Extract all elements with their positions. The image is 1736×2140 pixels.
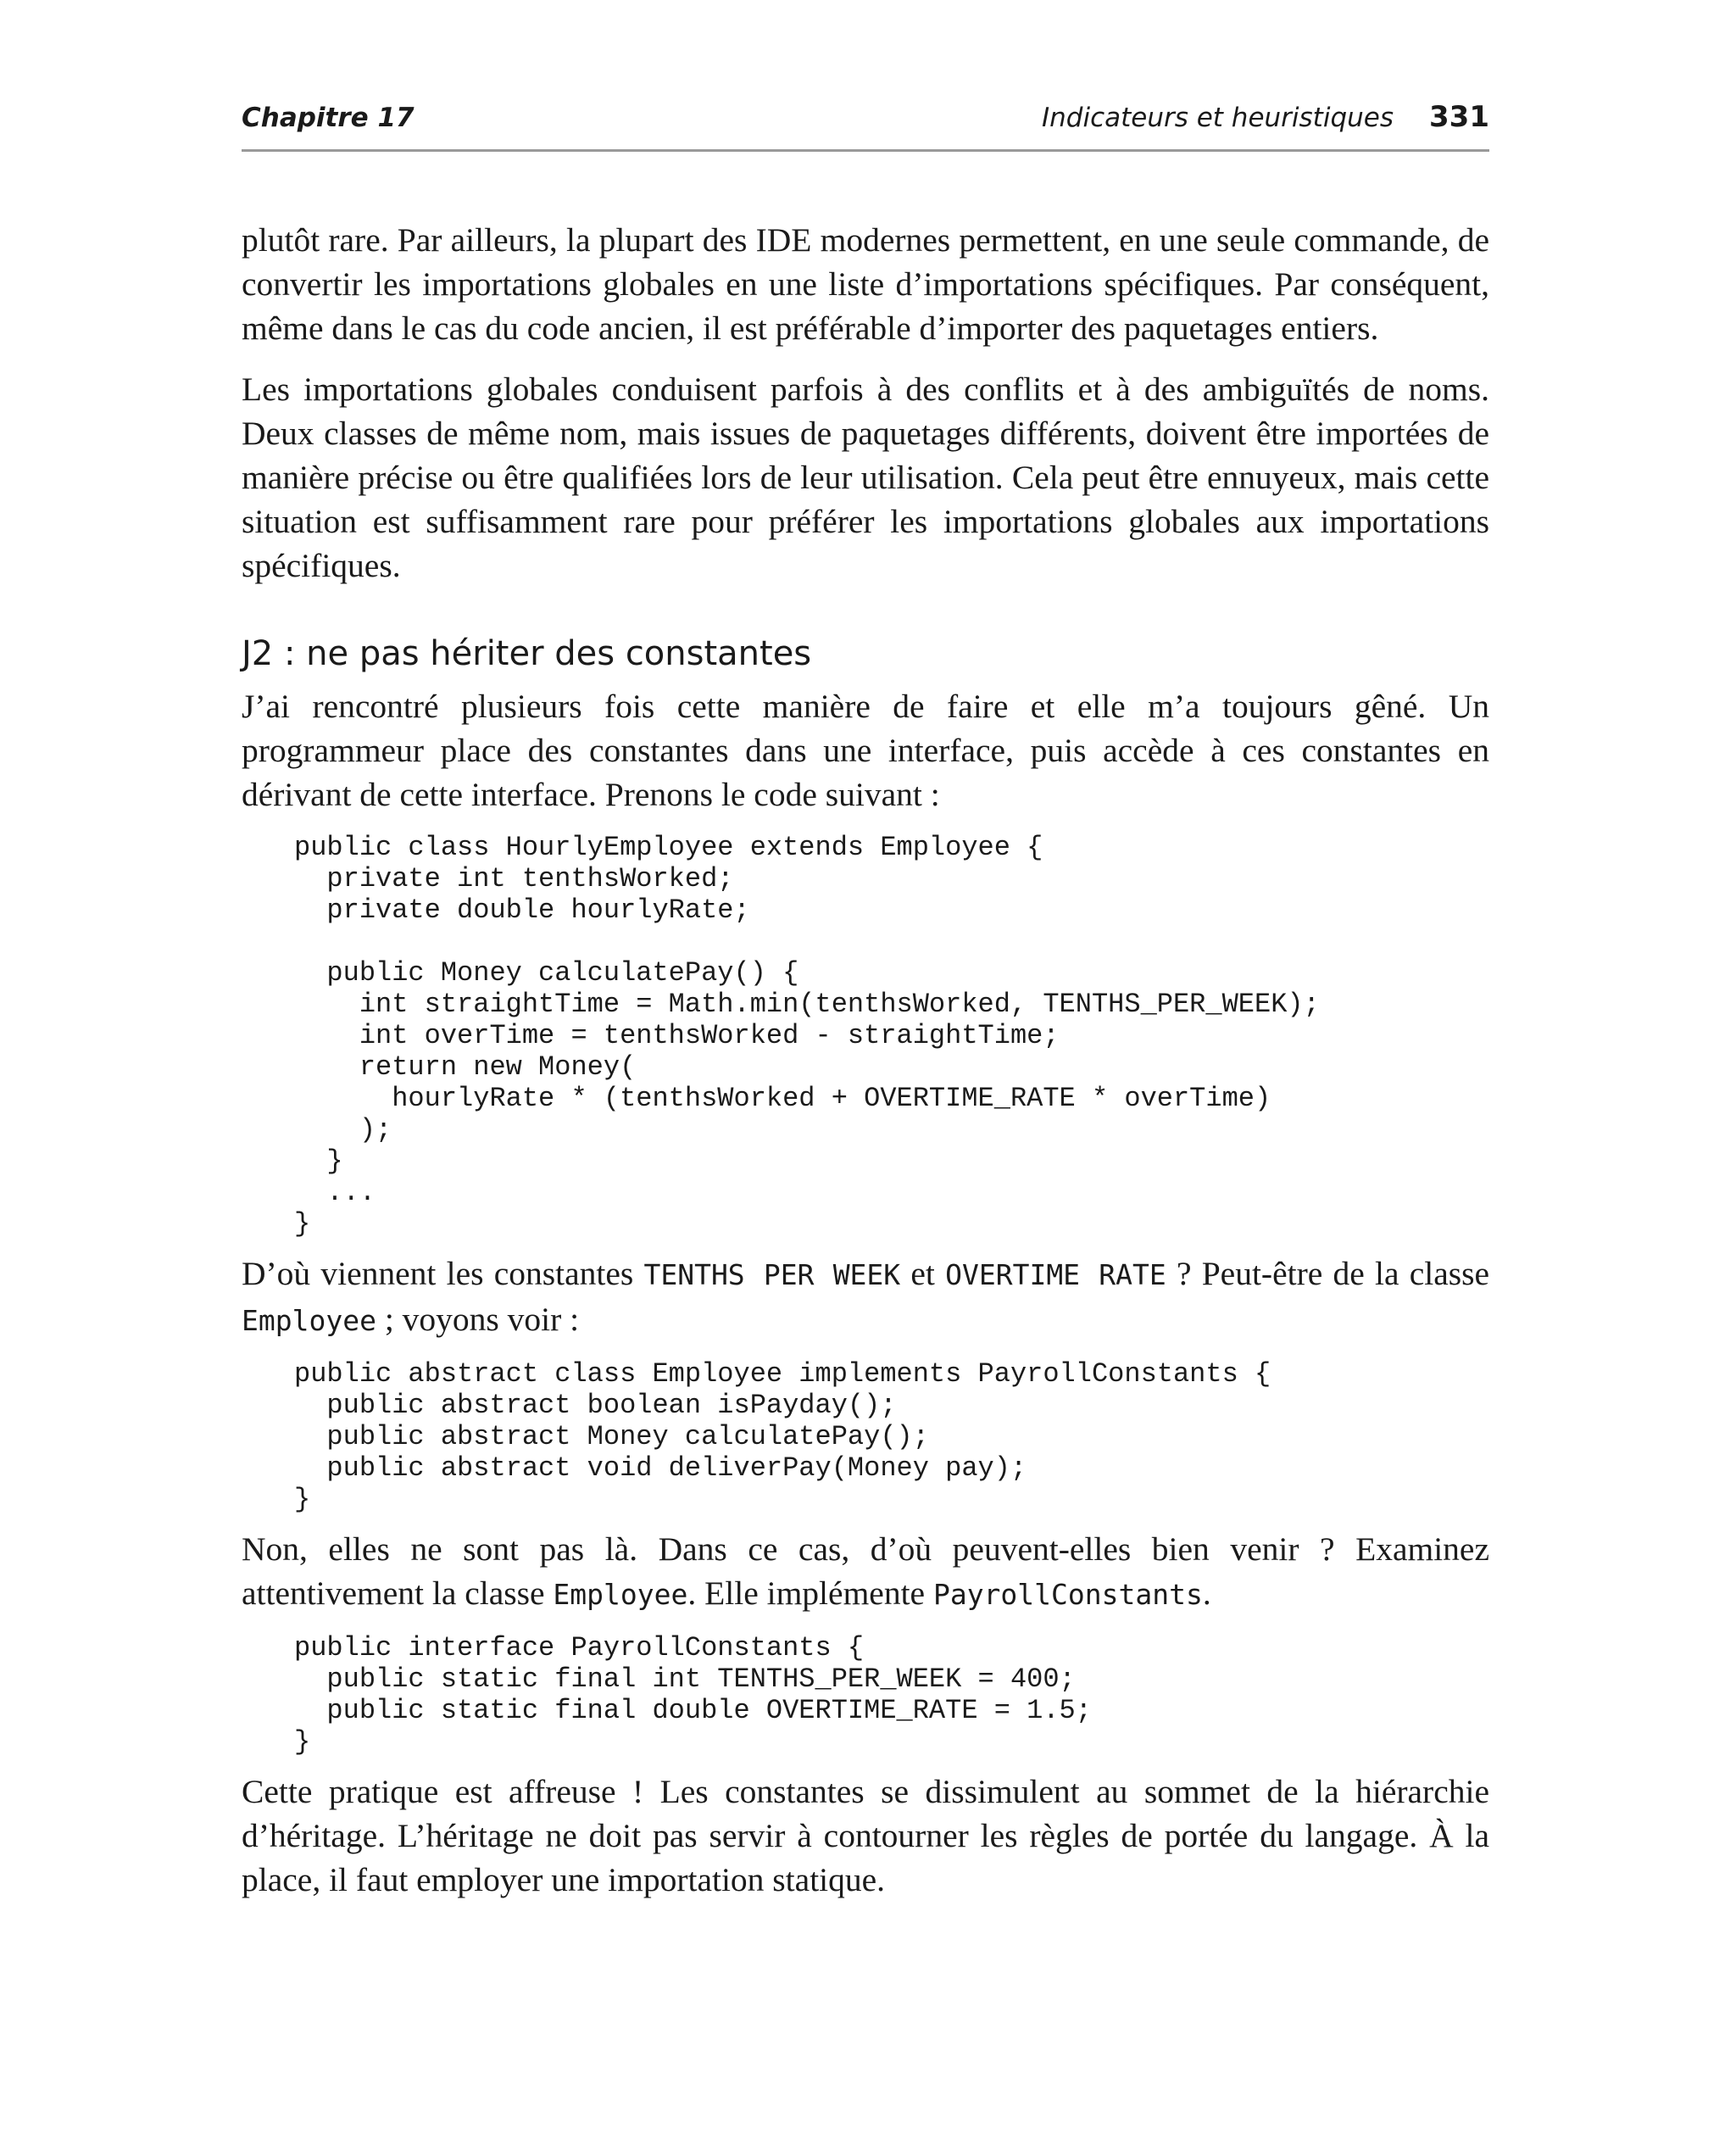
paragraph-5 [242, 1527, 1489, 1617]
section-heading: J2 : ne pas hériter des constantes [242, 634, 812, 673]
paragraph-4 [242, 1251, 1489, 1343]
paragraph-1: plutôt rare. Par ailleurs, la plupart des IDE modernes permettent, en une seule commande, de convertir les importations globales en une liste d’importations spécifiques. Par conséquent, même dans le cas du code ancien, il est préférable d’importer des paquetages entiers. [242, 221, 1489, 347]
running-header [242, 100, 1489, 139]
inline-code-employee: Employee [553, 1578, 688, 1611]
inline-code-employee: Employee [242, 1304, 376, 1337]
page-number: 331 [1429, 100, 1489, 134]
paragraph-4-text-a: D’où viennent les constantes [242, 1255, 644, 1292]
paragraph-5-text-b: . Elle implémente [687, 1574, 933, 1612]
paragraph-5-text-c: . [1202, 1574, 1211, 1612]
paragraph-4-text-b: et [900, 1255, 946, 1292]
header-rule [242, 149, 1489, 152]
paragraph-6: Cette pratique est affreuse ! Les constantes se dissimulent au sommet de la hiérarchie d’héritage. L’héritage ne doit pas servir à contourner les règles de portée du langage. À la place, il faut employer une importation statique. [242, 1773, 1489, 1898]
inline-code-payroll-constants: PayrollConstants [932, 1578, 1203, 1611]
page-body [242, 218, 1489, 1902]
inline-code-tenths-per-week: TENTHS PER WEEK [643, 1258, 901, 1291]
paragraph-4-text-c: ? Peut-être de la classe [1166, 1255, 1490, 1292]
paragraph-4-text-d: ; voyons voir : [376, 1301, 580, 1338]
section-title: Indicateurs et heuristiques [1041, 103, 1394, 133]
code-block-hourly-employee: public class HourlyEmployee extends Employee { private int tenthsWorked; private double hourlyRate; public Money calculatePay() { int straightTime = Math.min(tenthsWorked, TENTHS_PER_WEEK); int overTime = tenthsWorked - straightTime; return new Money( hourlyRate * (tenthsWorked + OVERTIME_RATE * overTime) ); } ... } [294, 832, 1320, 1240]
header-right [1042, 100, 1489, 134]
paragraph-3: J’ai rencontré plusieurs fois cette manière de faire et elle m’a toujours gêné. Un programmeur place des constantes dans une interface, puis accède à ces constantes en dérivant de cette interface. Prenons le code suivant : [242, 688, 1489, 813]
code-block-payroll-constants: public interface PayrollConstants { public static final int TENTHS_PER_WEEK = 400; public static final double OVERTIME_RATE = 1.5; } [294, 1632, 1092, 1758]
book-page [242, 100, 1489, 1902]
paragraph-2: Les importations globales conduisent parfois à des conflits et à des ambiguïtés de noms. Deux classes de même nom, mais issues de paquetages différents, doivent être importées de manière précise ou être qualifiées lors de leur utilisation. Cela peut être ennuyeux, mais cette situation est suffisamment rare pour préférer les importations globales aux importations spécifiques. [242, 371, 1489, 584]
code-block-employee: public abstract class Employee implements PayrollConstants { public abstract boolean isPayday(); public abstract Money calculatePay(); public abstract void deliverPay(Money pay); } [294, 1358, 1271, 1515]
paragraph-5-text-a: Non, elles ne sont pas là. Dans ce cas, d’où peuvent-elles bien venir ? Examinez attentivement la classe [242, 1530, 1489, 1612]
chapter-label: Chapitre 17 [242, 103, 415, 133]
inline-code-overtime-rate: OVERTIME RATE [945, 1258, 1166, 1291]
